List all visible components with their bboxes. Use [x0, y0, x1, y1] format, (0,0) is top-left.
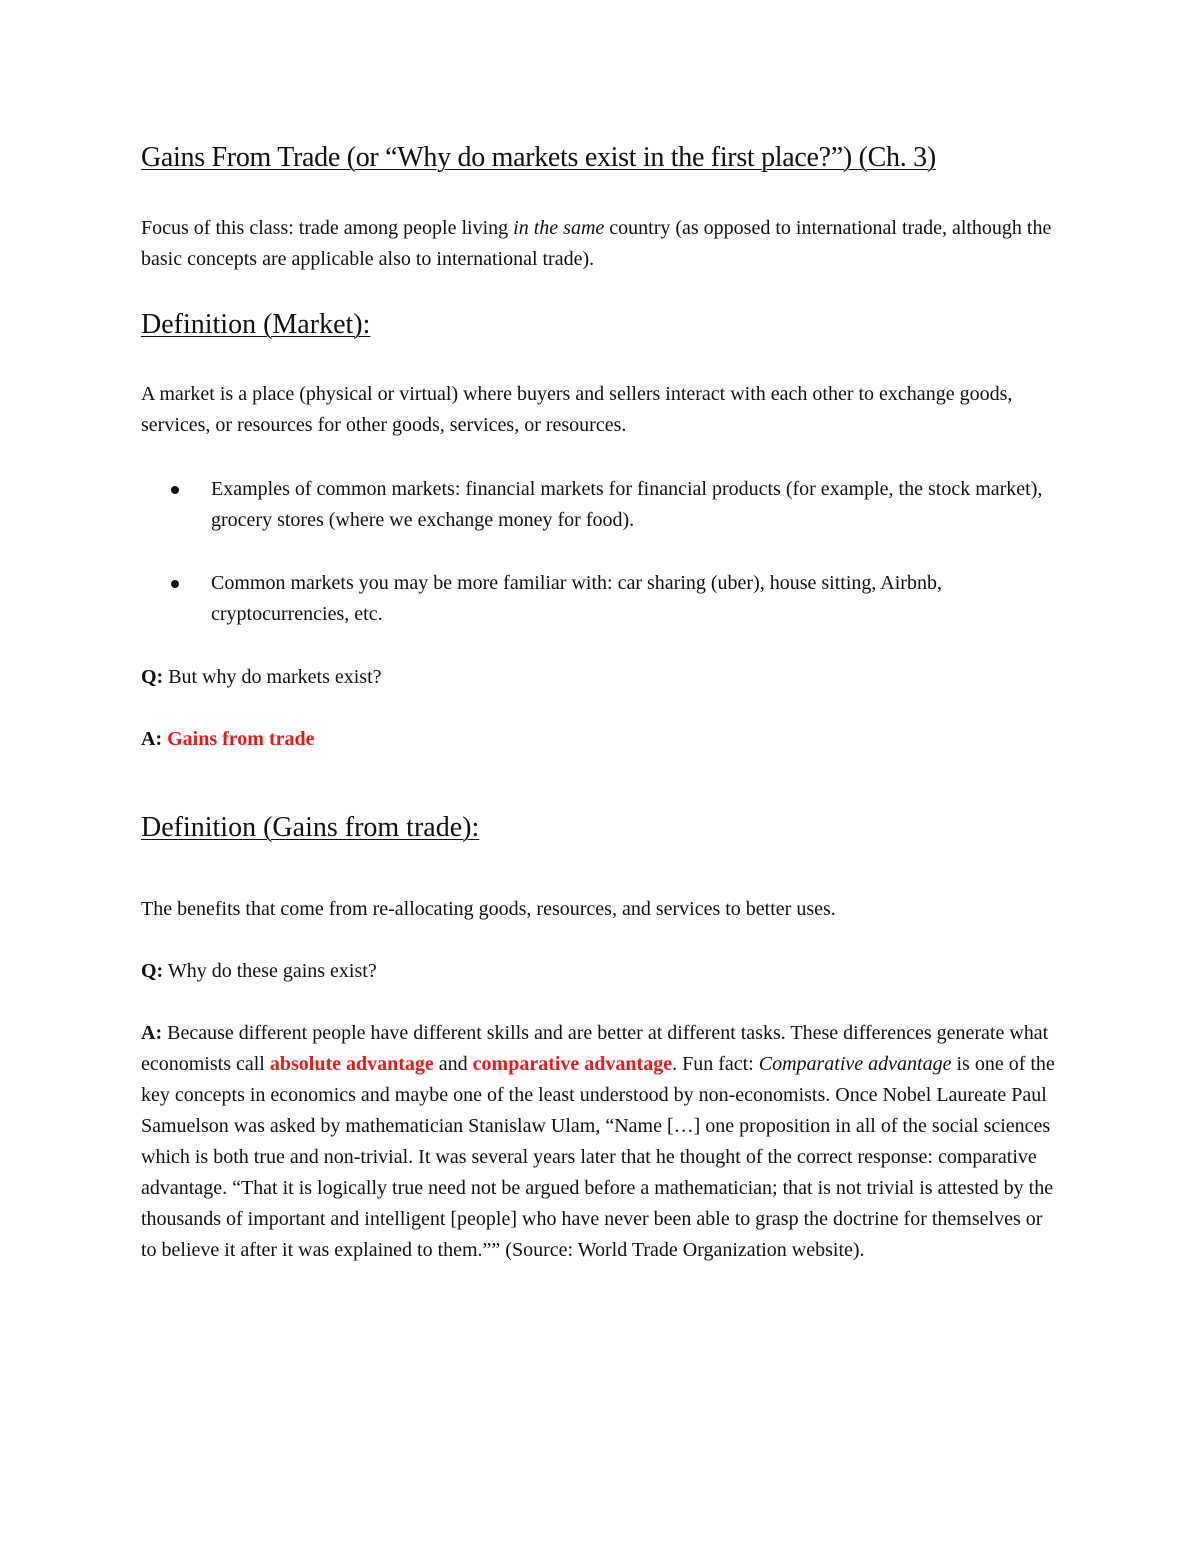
q-label: Q:: [141, 666, 164, 688]
focus-text-before: Focus of this class: trade among people living: [141, 217, 514, 239]
gains-heading: Definition (Gains from trade):: [141, 812, 480, 843]
a-period: .: [672, 1053, 678, 1075]
q-text: But why do markets exist?: [163, 666, 382, 688]
focus-text-italic: in the same: [513, 217, 605, 239]
a-label: A:: [141, 1022, 163, 1044]
focus-paragraph: [141, 213, 1061, 275]
focus-text-after: country (as opposed to international trade, although the basic concepts are applicable also to international trade).: [141, 217, 1052, 270]
term-absolute-advantage: absolute advantage: [269, 1053, 434, 1075]
fun-fact-text: is one of the key concepts in economics and maybe one of the least understood by non-economists. Once Nobel Laureate Paul Samuelson was asked by mathematician Stanislaw Ulam, “Name […] one proposition in all of the social sciences which is both true and non-trivial. It was several years later that he thought of the correct response: comparative advantage. “That it is logically true need not be argued before a mathematician; that is not trivial is attested by the thousands of important and intelligent [people] who have never been able to grasp the doctrine for themselves or to believe it after it was explained to them.”” (Source: World Trade Organization website).: [141, 1053, 1055, 1261]
a-text: Because different people have different skills and are better at different tasks. These differences generate what economists call: [141, 1022, 1049, 1075]
list-item-text: Examples of common markets: financial markets for financial products (for example, the stock market), grocery stores (where we exchange money for food).: [211, 478, 1043, 531]
fun-fact-italic: Comparative advantage: [758, 1053, 952, 1075]
a-and: and: [433, 1053, 473, 1075]
market-definition: A market is a place (physical or virtual) where buyers and sellers interact with each other to exchange goods, services, or resources for other goods, services, or resources.: [141, 383, 1013, 436]
answer-2: [141, 1018, 1061, 1266]
page-title: Gains From Trade (or “Why do markets exist in the first place?”) (Ch. 3): [141, 142, 936, 173]
q-text: Why do these gains exist?: [163, 960, 377, 982]
term-comparative-advantage: comparative advantage: [472, 1053, 673, 1075]
a-highlight: Gains from trade: [167, 728, 315, 750]
bullet-icon: [171, 486, 179, 494]
fun-fact-prefix: Fun fact:: [677, 1053, 759, 1075]
gains-definition: The benefits that come from re-allocating goods, resources, and services to better uses.: [141, 898, 836, 920]
market-heading: Definition (Market):: [141, 309, 371, 340]
a-label: A:: [141, 728, 163, 750]
q-label: Q:: [141, 960, 164, 982]
bullet-icon: [171, 580, 179, 588]
list-item-text: Common markets you may be more familiar with: car sharing (uber), house sitting, Airbnb, cryptocurrencies, etc.: [211, 572, 942, 625]
question-2: [141, 956, 1061, 987]
answer-1: [141, 724, 1061, 755]
question-1: [141, 662, 1061, 693]
